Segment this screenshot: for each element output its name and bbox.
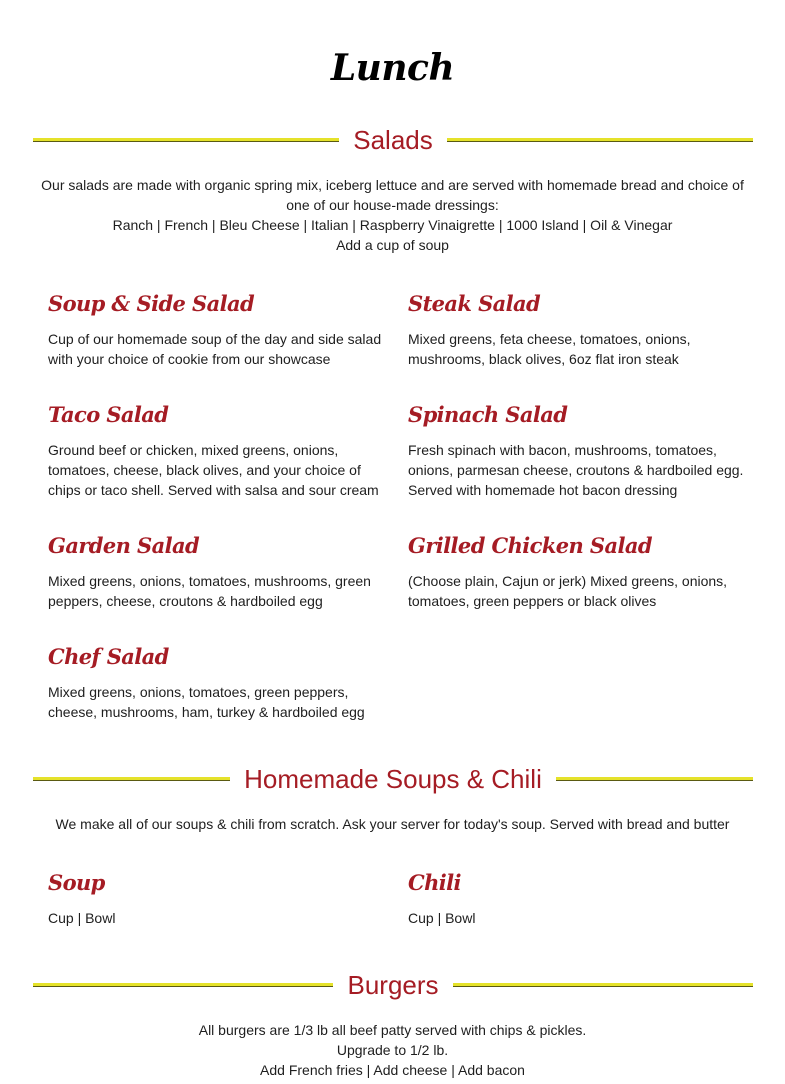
soups-intro-description: We make all of our soups & chili from scratch. Ask your server for today's soup. Served with bread and butter [55, 816, 730, 832]
section-title-burgers: Burgers [347, 970, 439, 1000]
section-header-soups-chili [33, 759, 753, 799]
menu-item-garden-salad [48, 531, 388, 611]
item-description: Ground beef or chicken, mixed greens, onions, tomatoes, cheese, black olives, and your choice of chips or taco shell. Served with salsa and sour cream [48, 442, 379, 498]
item-name: Chili [408, 870, 461, 895]
section-title-soups-chili: Homemade Soups & Chili [244, 764, 542, 794]
menu-item-steak-salad [408, 289, 748, 369]
item-name: Soup [48, 870, 105, 895]
item-name: Soup & Side Salad [48, 291, 255, 316]
divider-rule-right [453, 983, 753, 987]
item-name: Grilled Chicken Salad [408, 533, 652, 558]
page-title: Lunch [330, 47, 455, 89]
menu-item-taco-salad [48, 400, 388, 500]
salads-intro-description: Our salads are made with organic spring mix, iceberg lettuce and are served with homemade bread and choice of one of our house-made dressings: [41, 177, 744, 213]
burgers-upgrade-note: Upgrade to 1/2 lb. [336, 1042, 449, 1058]
salads-add-soup-note: Add a cup of soup [336, 237, 449, 253]
section-header-burgers [33, 965, 753, 1005]
menu-item-grilled-chicken-salad [408, 531, 748, 611]
burgers-add-ons: Add French fries | Add cheese | Add bacon [260, 1062, 525, 1078]
item-description: Cup of our homemade soup of the day and side salad with your choice of cookie from our showcase [48, 331, 382, 367]
divider-rule-right [556, 777, 753, 781]
menu-item-chef-salad [48, 642, 388, 722]
section-header-salads [33, 120, 753, 160]
item-name: Taco Salad [48, 402, 169, 427]
soups-intro [30, 814, 755, 834]
divider-rule-left [33, 777, 230, 781]
item-description: Mixed greens, onions, tomatoes, green peppers, cheese, mushrooms, ham, turkey & hardboiled egg [48, 684, 365, 720]
divider-rule-left [33, 138, 339, 142]
item-name: Spinach Salad [408, 402, 568, 427]
item-description: Fresh spinach with bacon, mushrooms, tomatoes, onions, parmesan cheese, croutons & hardboiled egg. Served with homemade hot bacon dressing [408, 442, 744, 498]
item-name: Chef Salad [48, 644, 169, 669]
salads-intro [30, 175, 755, 255]
section-title-salads: Salads [353, 125, 433, 155]
item-description: Cup | Bowl [48, 910, 116, 926]
item-name: Garden Salad [48, 533, 200, 558]
item-description: Mixed greens, feta cheese, tomatoes, onions, mushrooms, black olives, 6oz flat iron steak [408, 331, 691, 367]
item-description: Mixed greens, onions, tomatoes, mushrooms, green peppers, cheese, croutons & hardboiled egg [48, 573, 371, 609]
item-name: Steak Salad [408, 291, 541, 316]
item-description: Cup | Bowl [408, 910, 476, 926]
divider-rule-left [33, 983, 333, 987]
item-description: (Choose plain, Cajun or jerk) Mixed greens, onions, tomatoes, green peppers or black olives [408, 573, 728, 609]
menu-item-soup [48, 868, 388, 928]
divider-rule-right [447, 138, 753, 142]
burgers-intro [30, 1020, 755, 1080]
burgers-intro-description: All burgers are 1/3 lb all beef patty served with chips & pickles. [198, 1022, 587, 1038]
menu-item-soup-side-salad [48, 289, 388, 369]
menu-item-chili [408, 868, 748, 928]
menu-item-spinach-salad [408, 400, 748, 500]
salads-dressings-list: Ranch | French | Bleu Cheese | Italian | Raspberry Vinaigrette | 1000 Island | Oil & Vinegar [112, 217, 673, 233]
